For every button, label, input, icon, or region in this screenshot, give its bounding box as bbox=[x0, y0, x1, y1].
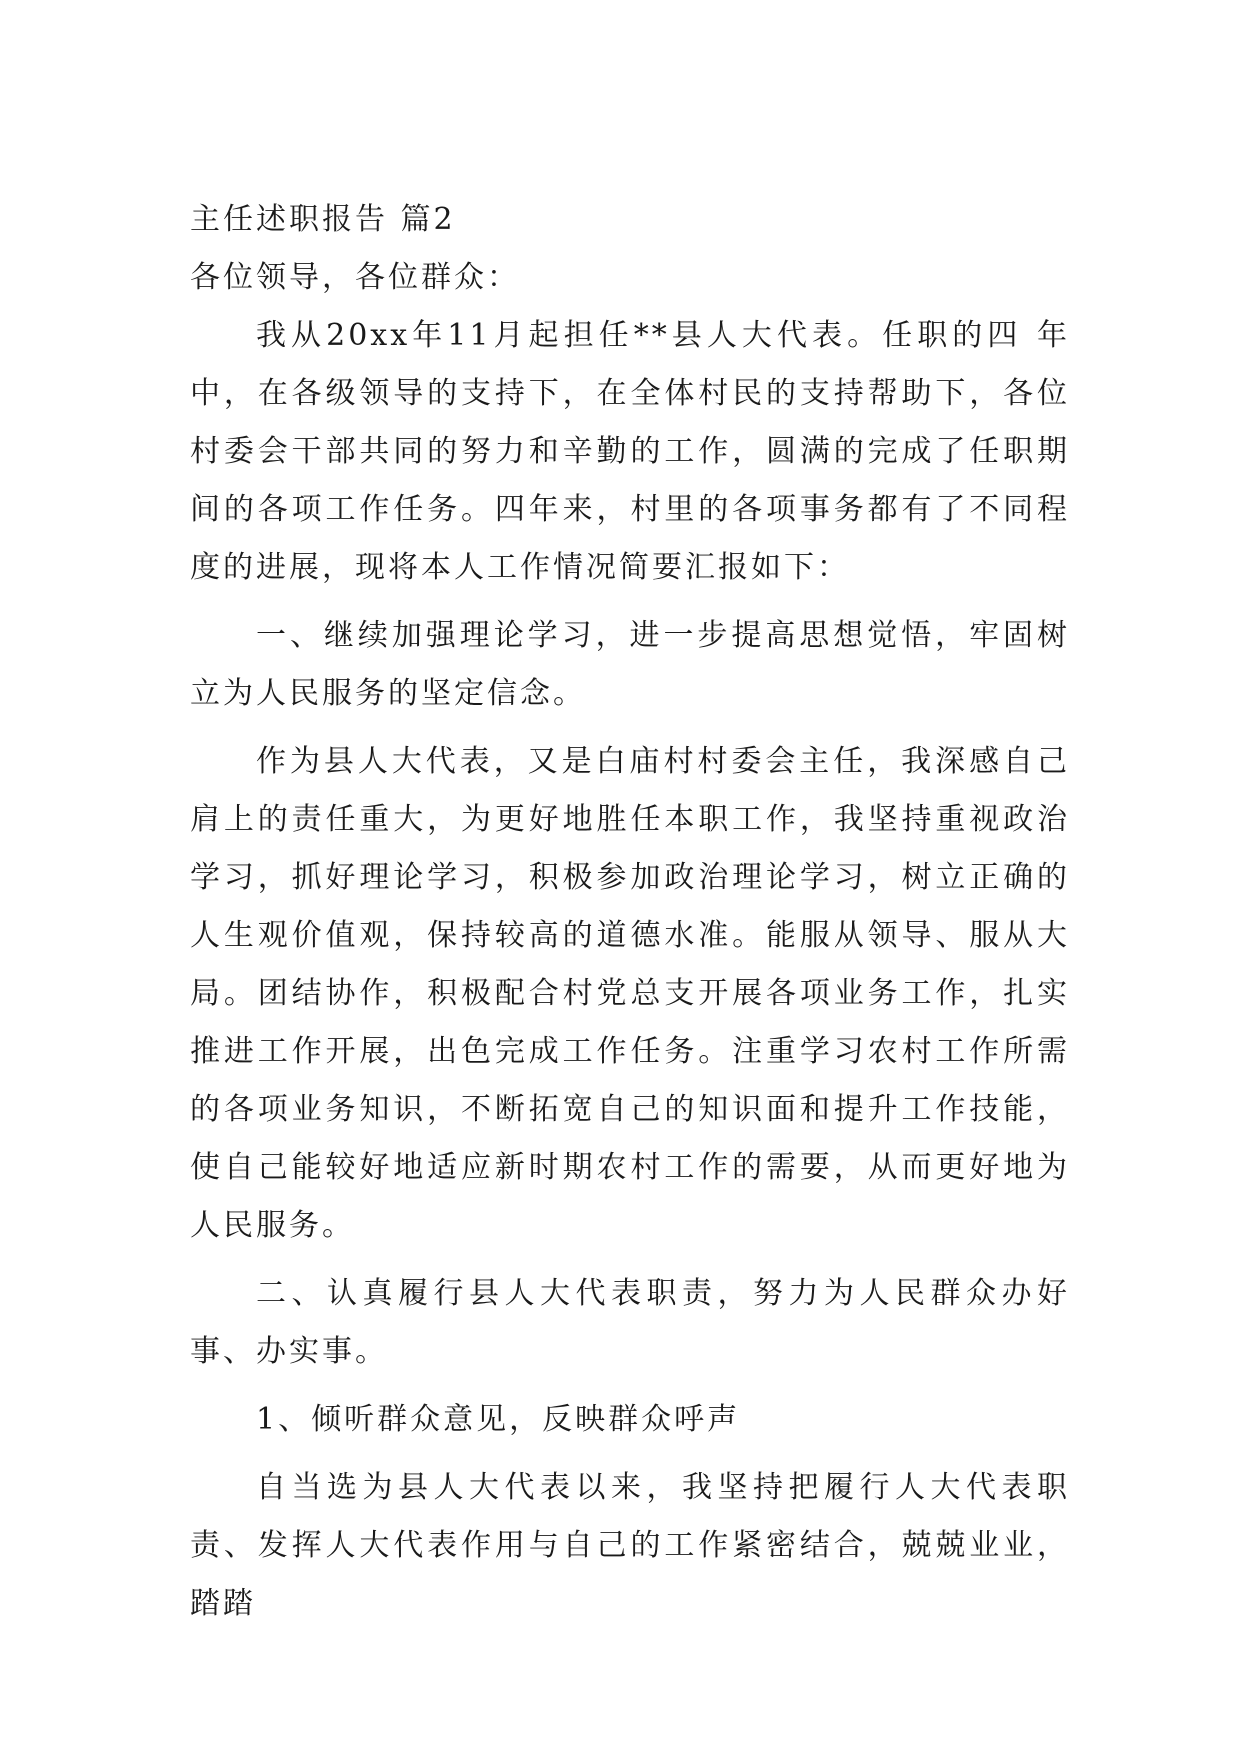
subheading-2-1: 1、倾听群众意见，反映群众呼声 bbox=[256, 1402, 741, 1437]
paragraph-section-2-1: 自当选为县人大代表以来，我坚持把履行人大代表职责、发挥人大代表作用与自己的工作紧密结合，兢兢业业，踏踏 bbox=[190, 1470, 1070, 1621]
document-body bbox=[190, 191, 1070, 1643]
document-title: 主任述职报告 篇2 bbox=[190, 202, 456, 237]
paragraph-intro: 我从20xx年11月起担任**县人大代表。任职的四 年中，在各级领导的支持下，在全体村民的支持帮助下，各位村委会干部共同的努力和辛勤的工作，圆满的完成了任职期间的各项工作任务。四年来，村里的各项事务都有了不同程度的进展，现将本人工作情况简要汇报如下： bbox=[190, 318, 1070, 585]
paragraph-section-1: 作为县人大代表，又是白庙村村委会主任，我深感自己肩上的责任重大，为更好地胜任本职工作，我坚持重视政治学习，抓好理论学习，积极参加政治理论学习，树立正确的人生观价值观，保持较高的道德水准。能服从领导、服从大局。团结协作，积极配合村党总支开展各项业务工作，扎实推进工作开展，出色完成工作任务。注重学习农村工作所需的各项业务知识，不断拓宽自己的知识面和提升工作技能，使自己能较好地适应新时期农村工作的需要，从而更好地为人民服务。 bbox=[190, 744, 1070, 1243]
section-heading-1: 一、继续加强理论学习，进一步提高思想觉悟，牢固树立为人民服务的坚定信念。 bbox=[190, 618, 1070, 711]
salutation: 各位领导，各位群众： bbox=[190, 260, 520, 295]
section-heading-2: 二、认真履行县人大代表职责，努力为人民群众办好事、办实事。 bbox=[190, 1276, 1070, 1369]
